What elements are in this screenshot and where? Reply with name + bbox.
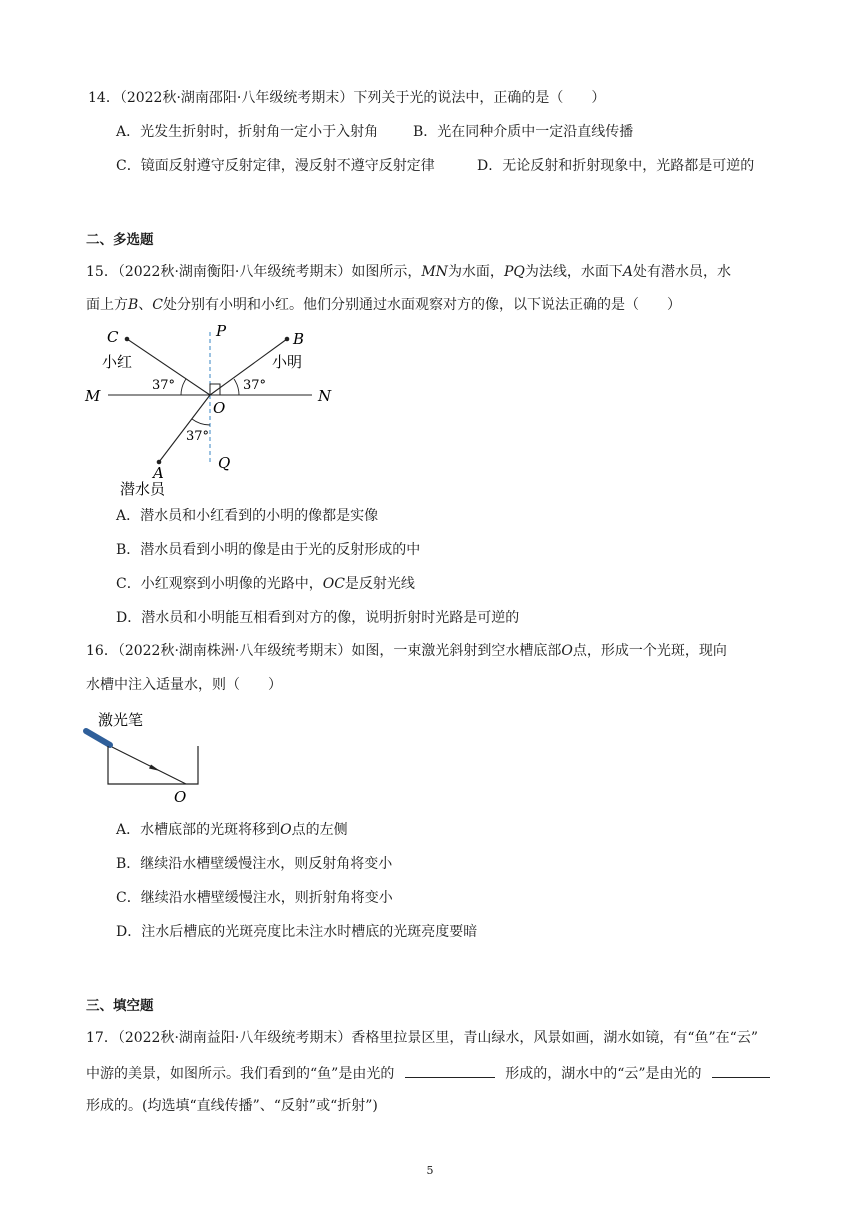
label-angle-left: 37°: [152, 378, 176, 393]
q14-option-c: C．镜面反射遵守反射定律，漫反射不遵守反射定律: [116, 158, 435, 174]
angle-arc-left: [181, 379, 186, 395]
q16-stem-line1: 16．（2022秋·湖南株洲·八年级统考期末）如图，一束激光斜射到空水槽底部O点，形成一个光斑，现向: [86, 643, 727, 659]
page-number: 5: [426, 1164, 434, 1177]
q15-option-d: D．潜水员和小明能互相看到对方的像，说明折射时光路是可逆的: [116, 610, 520, 626]
label-o: O: [174, 788, 187, 806]
angle-arc-bottom: [192, 419, 210, 425]
label-angle-bottom: 37°: [186, 429, 210, 444]
q17-line3: 形成的。(均选填“直线传播”、“反射”或“折射”): [86, 1098, 378, 1114]
q16-stem-line2: 水槽中注入适量水，则（ ）: [86, 677, 282, 693]
label-c: C: [107, 328, 119, 346]
q14-option-b: B．光在同种介质中一定沿直线传播: [413, 124, 634, 140]
label-q: Q: [218, 454, 231, 472]
q16-laser-tank-figure: [80, 700, 220, 808]
answer-blank-2[interactable]: [712, 1062, 770, 1078]
q15-option-a: A．潜水员和小红看到的小明的像都是实像: [116, 508, 379, 524]
angle-arc-right: [234, 379, 239, 395]
label-xiaoming: 小明: [272, 353, 303, 371]
point-c: [125, 337, 130, 342]
q15-refraction-figure: [80, 318, 350, 498]
q15-option-b: B．潜水员看到小明的像是由于光的反射形成的中: [116, 542, 421, 558]
label-a: A: [153, 464, 164, 482]
section-heading-multiple-choice: 二、多选题: [86, 232, 154, 248]
answer-blank-1[interactable]: [405, 1062, 495, 1078]
q17-line2: 中游的美景，如图所示。我们看到的“鱼”是由光的 形成的，湖水中的“云”是由光的: [86, 1062, 770, 1084]
label-m: M: [85, 387, 101, 405]
q14-stem: 14．（2022秋·湖南邵阳·八年级统考期末）下列关于光的说法中，正确的是（ ）: [88, 90, 606, 106]
label-o: O: [213, 399, 226, 417]
label-b: B: [293, 330, 305, 348]
q16-option-a: A．水槽底部的光斑将移到O点的左侧: [116, 822, 348, 838]
label-n: N: [318, 387, 332, 405]
q15-option-c: C．小红观察到小明像的光路中，OC是反射光线: [116, 576, 415, 592]
label-p: P: [216, 322, 227, 340]
q14-option-d: D．无论反射和折射现象中，光路都是可逆的: [477, 158, 755, 174]
label-xiaohong: 小红: [102, 353, 133, 371]
laser-beam: [112, 747, 186, 784]
q17-line1: 17．（2022秋·湖南益阳·八年级统考期末）香格里拉景区里，青山绿水，风景如画，湖水如镜，有“鱼”在“云”: [86, 1030, 758, 1046]
beam-arrow-icon: [149, 765, 160, 772]
q14-option-a: A．光发生折射时，折射角一定小于入射角: [116, 124, 379, 140]
point-b: [285, 337, 290, 342]
q15-stem-line1: 15．（2022秋·湖南衡阳·八年级统考期末）如图所示，MN为水面，PQ为法线，水面下A处有潜水员，水: [86, 264, 731, 280]
q15-stem-line2: 面上方B、C处分别有小明和小红。他们分别通过水面观察对方的像，以下说法正确的是（ ）: [86, 297, 682, 313]
q16-option-d: D．注水后槽底的光斑亮度比未注水时槽底的光斑亮度要暗: [116, 924, 478, 940]
section-heading-fill-in: 三、填空题: [86, 998, 154, 1014]
q16-option-b: B．继续沿水槽壁缓慢注水，则反射角将变小: [116, 856, 393, 872]
label-angle-right: 37°: [243, 378, 267, 393]
label-diver: 潜水员: [120, 480, 166, 498]
q16-option-c: C．继续沿水槽壁缓慢注水，则折射角将变小: [116, 890, 393, 906]
laser-pen-label: 激光笔: [98, 711, 144, 729]
laser-pen-icon: [86, 731, 110, 745]
